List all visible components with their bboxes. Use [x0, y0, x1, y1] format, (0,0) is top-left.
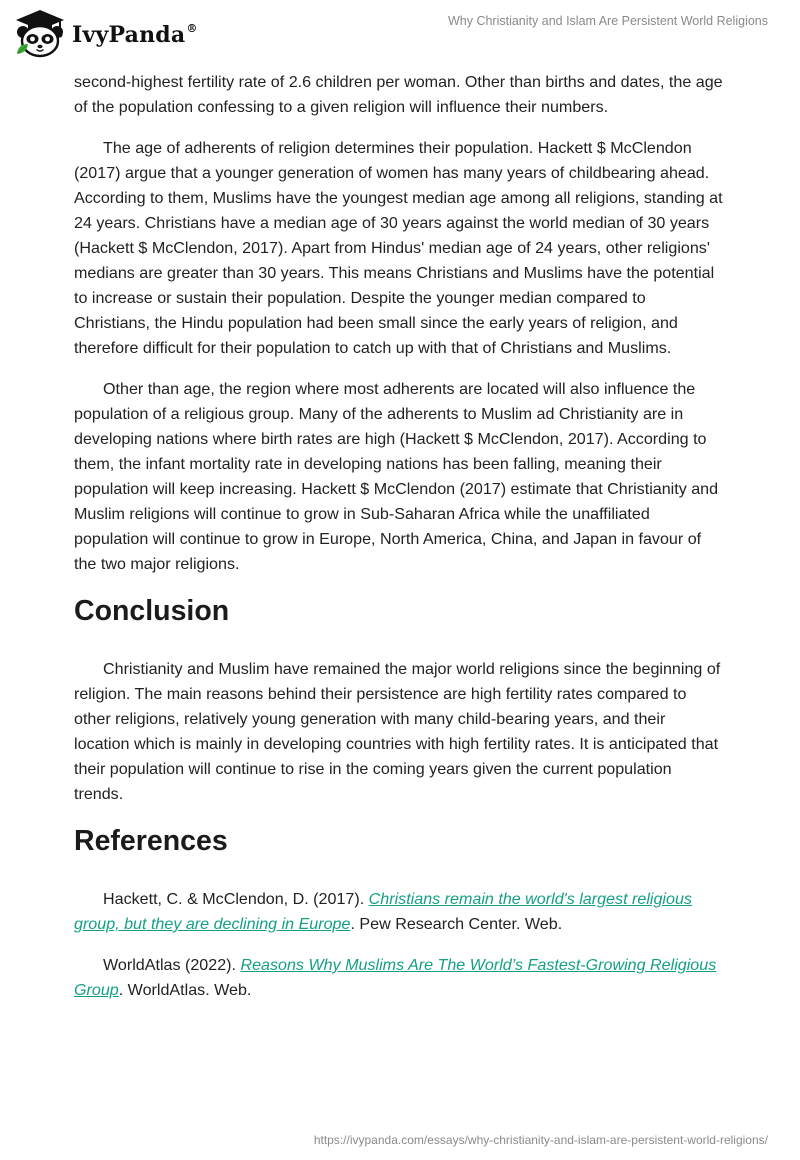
brand-name: IvyPanda [72, 22, 186, 48]
reference-link[interactable]: Reasons Why Muslims Are The World’s Fastest-Growing Religious Group [74, 956, 717, 999]
reference-prefix: Hackett, C. & McClendon, D. (2017). [103, 890, 369, 908]
page-header [0, 0, 800, 68]
registered-mark: ® [186, 22, 198, 35]
paragraph-age: The age of adherents of religion determines their population. Hackett $ McClendon (2017) argue that a younger generation of women has many years of childbearing ahead. According to them, Muslims have the youngest median age among all religions, standing at 24 years. Christians have a median age of 30 years against the world median of 30 years (Hackett $ McClendon, 2017). Apart from Hindus' median age of 24 years, other religions' medians are greater than 30 years. This means Christians and Muslims have the potential to increase or sustain their population. Despite the younger median compared to Christians, the Hindu population had been small since the early years of religion, and therefore difficult for their population to catch up with that of Christians and Muslims. [74, 139, 723, 357]
document-title: Why Christianity and Islam Are Persistent World Religions [447, 14, 768, 28]
paragraph-fertility-continued: second-highest fertility rate of 2.6 children per woman. Other than births and dates, the age of the population confessing to a given religion will influence their numbers. [74, 73, 723, 116]
reference-suffix: . Pew Research Center. Web. [350, 915, 563, 933]
essay-content [74, 70, 724, 1019]
reference-suffix: . WorldAtlas. Web. [118, 981, 252, 999]
logo-text [72, 22, 198, 48]
references-heading: References [74, 825, 228, 857]
source-url[interactable]: https://ivypanda.com/essays/why-christianity-and-islam-are-persistent-world-religions/ [313, 1133, 768, 1147]
conclusion-heading: Conclusion [74, 595, 230, 627]
ivypanda-logo[interactable] [14, 8, 198, 58]
paragraph-region: Other than age, the region where most adherents are located will also influence the population of a religious group. Many of the adherents to Muslim ad Christianity are in developing nations where birth rates are high (Hackett $ McClendon, 2017). According to them, the infant mortality rate in developing nations has been falling, meaning their population will keep increasing. Hackett $ McClendon (2017) estimate that Christianity and Muslim religions will continue to grow in Sub-Saharan Africa while the unaffiliated population will continue to grow in Europe, North America, China, and Japan in favour of the two major religions. [74, 380, 719, 573]
conclusion-paragraph: Christianity and Muslim have remained the major world religions since the beginning of religion. The main reasons behind their persistence are high fertility rates compared to other religions, relatively young generation with many child-bearing years, and their location which is mainly in developing countries with high fertility rates. It is anticipated that their population will continue to rise in the coming years given the current population trends. [74, 660, 721, 803]
reference-prefix: WorldAtlas (2022). [103, 956, 241, 974]
reference-item [74, 887, 724, 937]
reference-item [74, 953, 724, 1003]
reference-link[interactable]: Christians remain the world's largest religious group, but they are declining in Europe [74, 890, 692, 933]
panda-graduation-cap-icon [14, 8, 66, 58]
